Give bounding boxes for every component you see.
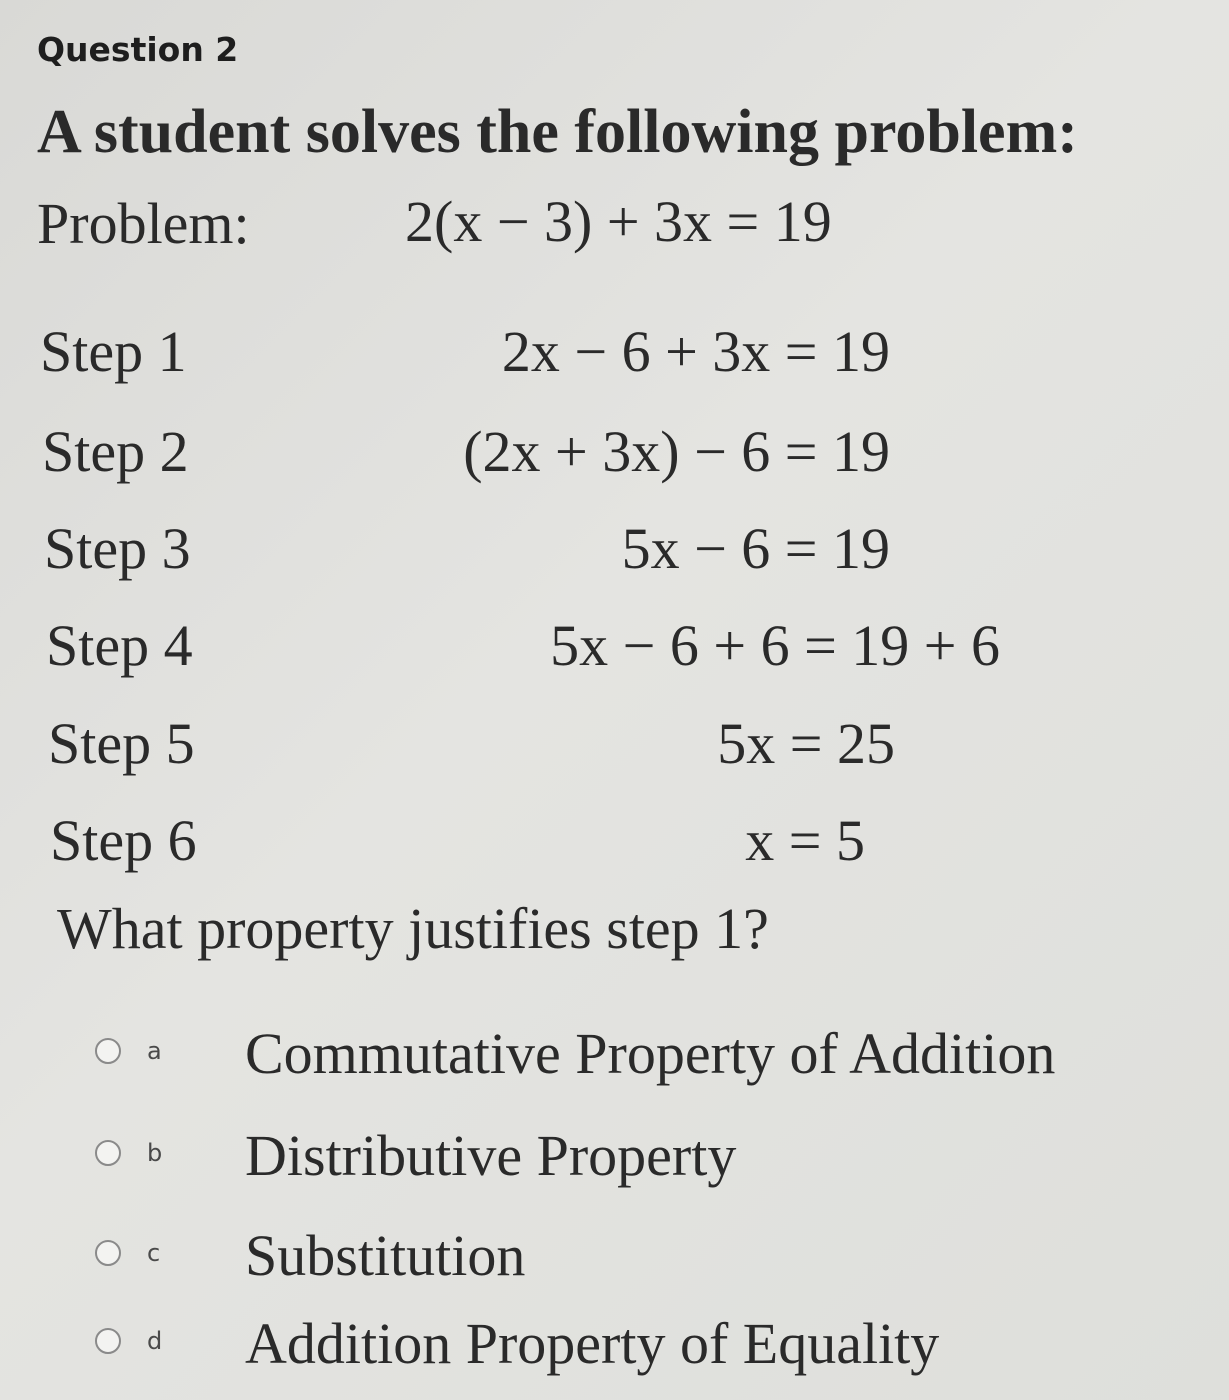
step-row	[0, 710, 895, 780]
step-row	[0, 318, 890, 388]
step-equation: (2x + 3x) − 6 = 19	[463, 419, 890, 484]
option-label[interactable]: Addition Property of Equality	[245, 1311, 940, 1376]
option-c[interactable]	[95, 1222, 1195, 1292]
radio-button[interactable]	[95, 1240, 121, 1266]
question-text: What property justifies step 1?	[57, 896, 769, 961]
option-letter: d	[147, 1327, 163, 1355]
problem-intro: A student solves the following problem:	[37, 98, 1078, 166]
step-row	[0, 807, 865, 877]
radio-button[interactable]	[95, 1328, 121, 1354]
step-label: Step 6	[50, 808, 197, 873]
step-label: Step 1	[40, 319, 187, 384]
step-row	[0, 612, 1000, 682]
step-label: Step 2	[42, 419, 189, 484]
option-letter: a	[147, 1037, 162, 1065]
option-letter: b	[147, 1139, 163, 1167]
step-equation: 5x − 6 + 6 = 19 + 6	[550, 613, 1000, 678]
step-label: Step 4	[46, 613, 193, 678]
step-equation: 5x − 6 = 19	[621, 516, 890, 581]
option-d[interactable]	[95, 1310, 1195, 1380]
option-label[interactable]: Commutative Property of Addition	[245, 1021, 1056, 1086]
step-equation: 5x = 25	[717, 711, 895, 776]
step-row	[0, 418, 890, 488]
option-a[interactable]	[95, 1020, 1195, 1090]
step-label: Step 5	[48, 711, 195, 776]
option-b[interactable]	[95, 1122, 1195, 1192]
option-label[interactable]: Substitution	[245, 1223, 526, 1288]
radio-button[interactable]	[95, 1038, 121, 1064]
problem-label: Problem:	[37, 191, 250, 256]
step-equation: x = 5	[745, 808, 865, 873]
radio-button[interactable]	[95, 1140, 121, 1166]
option-label[interactable]: Distributive Property	[245, 1123, 737, 1188]
option-letter: c	[147, 1239, 161, 1267]
question-number: Question 2	[37, 30, 239, 69]
step-label: Step 3	[44, 516, 191, 581]
step-equation: 2x − 6 + 3x = 19	[501, 319, 890, 384]
problem-equation: 2(x − 3) + 3x = 19	[405, 189, 832, 254]
step-row	[0, 515, 890, 585]
